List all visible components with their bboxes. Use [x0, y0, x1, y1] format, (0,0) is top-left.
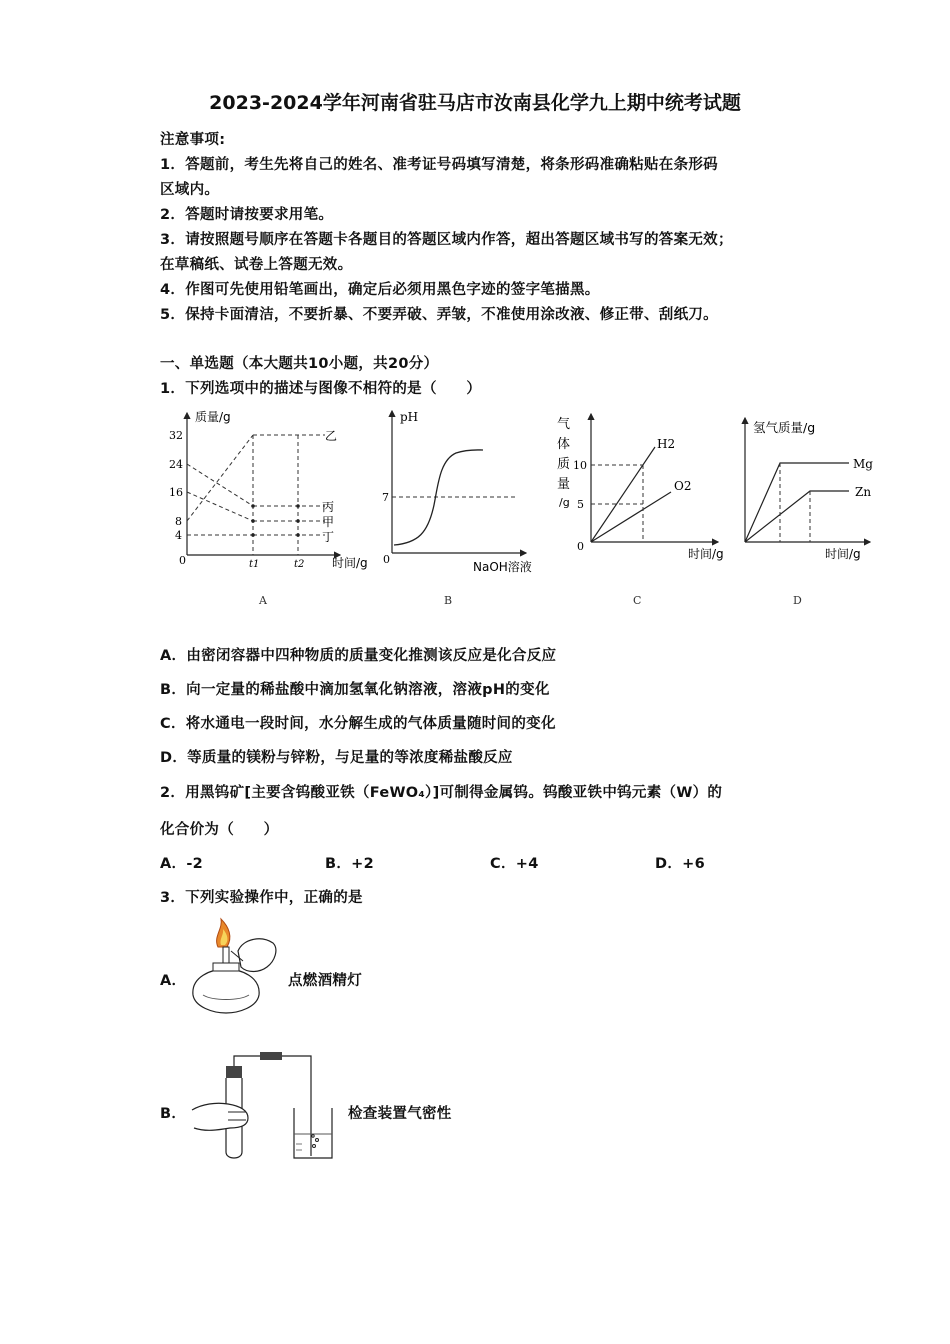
- q2-option-b: B．+2: [325, 856, 374, 872]
- rubber-joint: [260, 1052, 282, 1060]
- origin-label: 0: [179, 554, 186, 567]
- q1-option-a: A．由密闭容器中四种物质的质量变化推测该反应是化合反应: [160, 648, 557, 664]
- x-tick-label: t1: [249, 559, 260, 570]
- lamp-body: [193, 969, 259, 1013]
- alcohol-lamp-illustration: [183, 915, 283, 1025]
- q1-option-b: B．向一定量的稀盐酸中滴加氢氧化钠溶液，溶液pH的变化: [160, 682, 550, 698]
- q2-option-c: C．+4: [490, 856, 539, 872]
- y-axis-label: 体: [557, 437, 571, 452]
- y-tick-label: 4: [175, 529, 182, 542]
- airtightness-illustration: [190, 1048, 340, 1163]
- y-axis-label: pH: [400, 410, 419, 424]
- hand-icon: [192, 1103, 248, 1130]
- wick-holder: [223, 947, 229, 963]
- q2-option-a: A．-2: [160, 856, 204, 872]
- series-label: Zn: [855, 485, 872, 499]
- beaker: [294, 1108, 332, 1158]
- notice-line: 1．答题前，考生先将自己的姓名、准考证号码填写清楚，将条形码准确粘贴在条形码: [160, 157, 718, 173]
- series-label: 丁: [322, 530, 335, 544]
- series-label: 乙: [325, 429, 338, 443]
- origin-label: 0: [383, 553, 390, 566]
- graph-caption: B: [444, 594, 453, 607]
- x-axis-label: 时间/g: [825, 547, 861, 561]
- notice-line: 区域内。: [160, 182, 220, 198]
- q1-stem: 1．下列选项中的描述与图像不相符的是（ ）: [160, 381, 482, 397]
- q2-stem: 2．用黑钨矿[主要含钨酸亚铁（FeWO₄）]可制得金属钨。钨酸亚铁中钨元素（W）的: [160, 785, 723, 801]
- x-axis-label: 时间/g: [688, 547, 724, 561]
- notice-line: 2．答题时请按要求用笔。: [160, 207, 334, 223]
- y-tick-label: 24: [169, 458, 183, 471]
- series-label: H2: [657, 437, 676, 451]
- series-zn: [745, 491, 849, 542]
- y-tick-label: 32: [169, 429, 183, 442]
- graph-caption: C: [633, 594, 642, 607]
- y-axis-label: 气: [557, 417, 571, 432]
- series-label: 丙: [322, 500, 335, 514]
- x-axis-label: 时间/g: [332, 556, 368, 570]
- origin-label: 0: [577, 540, 584, 553]
- q2-stem: 化合价为（ ）: [160, 822, 279, 838]
- second-lamp: [238, 939, 276, 972]
- y-tick-label: 16: [169, 486, 183, 499]
- y-axis-label: /g: [559, 496, 570, 509]
- y-tick-label: 10: [573, 459, 587, 472]
- notice-line: 3．请按照题号顺序在答题卡各题目的答题区域内作答，超出答题区域书写的答案无效；: [160, 232, 733, 248]
- y-axis-label: 氢气质量/g: [753, 420, 816, 435]
- graph-d: [735, 410, 885, 580]
- notice-line: 在草稿纸、试卷上答题无效。: [160, 257, 353, 273]
- graph-a: [165, 405, 375, 580]
- x-axis-label: NaOH溶液: [473, 560, 532, 574]
- series-h2: [591, 447, 655, 542]
- series-label: 甲: [322, 515, 335, 529]
- series-jia: [187, 492, 253, 521]
- series-o2: [591, 492, 671, 542]
- graph-caption: A: [259, 594, 267, 607]
- q3-stem: 3．下列实验操作中，正确的是: [160, 890, 363, 906]
- graph-c: [553, 410, 738, 580]
- q2-option-d: D．+6: [655, 856, 705, 872]
- y-tick-label: 7: [382, 491, 389, 504]
- y-axis-label: 质: [557, 457, 571, 472]
- x-tick-label: t2: [294, 559, 305, 570]
- y-tick-label: 5: [577, 498, 584, 511]
- q3-option-label: 点燃酒精灯: [288, 973, 362, 989]
- series-label: O2: [674, 479, 692, 493]
- page-title: 2023-2024学年河南省驻马店市汝南县化学九上期中统考试题: [209, 92, 741, 114]
- graph-caption: D: [793, 594, 802, 607]
- y-tick-label: 8: [175, 515, 182, 528]
- q3-option-letter: B．: [160, 1106, 187, 1122]
- series-bing: [187, 464, 253, 506]
- q1-option-d: D．等质量的镁粉与锌粉，与足量的等浓度稀盐酸反应: [160, 750, 513, 766]
- notice-heading: 注意事项:: [160, 132, 226, 148]
- series-yi: [187, 435, 253, 521]
- stopper: [226, 1066, 242, 1078]
- q1-option-c: C．将水通电一段时间，水分解生成的气体质量随时间的变化: [160, 716, 556, 732]
- y-axis-label: 量: [557, 477, 571, 492]
- section-heading: 一、单选题（本大题共10小题，共20分）: [160, 356, 439, 372]
- notice-line: 4．作图可先使用铅笔画出，确定后必须用黑色字迹的签字笔描黑。: [160, 282, 600, 298]
- delivery-tube: [234, 1056, 311, 1156]
- notice-line: 5．保持卡面清洁，不要折暴、不要弄破、弄皱，不准使用涂改液、修正带、刮纸刀。: [160, 307, 718, 323]
- y-axis-label: 质量/g: [195, 410, 231, 424]
- q3-option-label: 检查装置气密性: [348, 1106, 452, 1122]
- series-label: Mg: [853, 457, 873, 471]
- lamp-neck: [213, 963, 239, 971]
- graph-b: [378, 405, 553, 580]
- q3-option-letter: A．: [160, 973, 187, 989]
